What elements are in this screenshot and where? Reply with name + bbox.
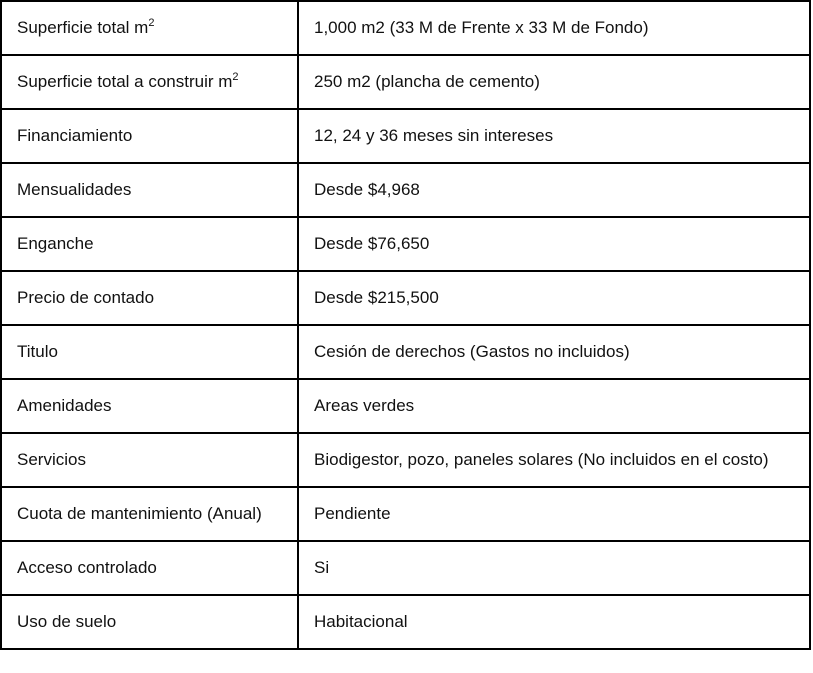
row-label-text: Superficie total m (17, 18, 149, 37)
row-value: Biodigestor, pozo, paneles solares (No incluidos en el costo) (298, 433, 810, 487)
row-value: Areas verdes (298, 379, 810, 433)
row-value: Pendiente (298, 487, 810, 541)
row-label: Titulo (1, 325, 298, 379)
row-value: 1,000 m2 (33 M de Frente x 33 M de Fondo) (298, 1, 810, 55)
superscript: 2 (148, 17, 155, 29)
row-value: Desde $76,650 (298, 217, 810, 271)
table-row-uso-suelo (1, 595, 810, 649)
row-label: Servicios (1, 433, 298, 487)
row-label (1, 1, 298, 55)
row-value: Cesión de derechos (Gastos no incluidos) (298, 325, 810, 379)
row-label-text: Superficie total a construir m (17, 72, 233, 91)
row-label (1, 55, 298, 109)
table-row-amenidades (1, 379, 810, 433)
table-row-acceso-controlado (1, 541, 810, 595)
row-value: Desde $215,500 (298, 271, 810, 325)
row-label: Enganche (1, 217, 298, 271)
row-value: Habitacional (298, 595, 810, 649)
row-value: Desde $4,968 (298, 163, 810, 217)
table-row-servicios (1, 433, 810, 487)
table-row-titulo (1, 325, 810, 379)
row-value: 250 m2 (plancha de cemento) (298, 55, 810, 109)
row-label: Mensualidades (1, 163, 298, 217)
table-row-enganche (1, 217, 810, 271)
row-value: Si (298, 541, 810, 595)
row-label: Uso de suelo (1, 595, 298, 649)
table-row-superficie-construir (1, 55, 810, 109)
row-label: Acceso controlado (1, 541, 298, 595)
superscript: 2 (232, 71, 239, 83)
row-value: 12, 24 y 36 meses sin intereses (298, 109, 810, 163)
table-row-financiamiento (1, 109, 810, 163)
table-row-mensualidades (1, 163, 810, 217)
table-row-cuota-mantenimiento (1, 487, 810, 541)
table-row-precio-contado (1, 271, 810, 325)
row-label: Precio de contado (1, 271, 298, 325)
row-label: Cuota de mantenimiento (Anual) (1, 487, 298, 541)
row-label: Financiamiento (1, 109, 298, 163)
row-label: Amenidades (1, 379, 298, 433)
table-row-superficie-total (1, 1, 810, 55)
